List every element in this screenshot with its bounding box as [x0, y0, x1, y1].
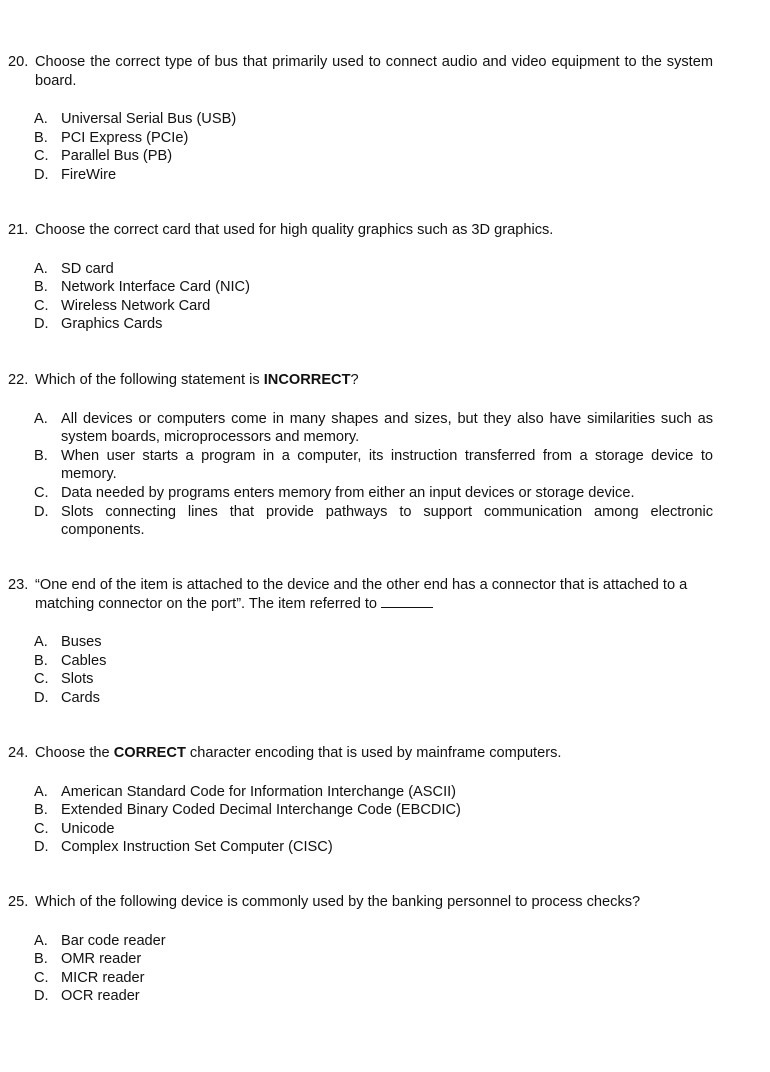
- option-d[interactable]: [34, 987, 713, 1006]
- question-25: [8, 893, 713, 1006]
- option-text: Graphics Cards: [61, 316, 163, 333]
- option-letter: C.: [34, 148, 49, 165]
- question-text: Choose the correct card that used for high quality graphics such as 3D graphics.: [35, 222, 554, 238]
- option-text: Data needed by programs enters memory from either an input devices or storage device.: [61, 484, 635, 501]
- option-a[interactable]: [34, 932, 713, 951]
- question-23: [8, 576, 713, 708]
- option-b[interactable]: [34, 801, 713, 820]
- option-a[interactable]: [34, 633, 713, 652]
- option-letter: C.: [34, 297, 49, 314]
- option-letter: C.: [34, 820, 49, 837]
- option-letter: A.: [34, 932, 48, 949]
- option-b[interactable]: [34, 447, 713, 484]
- option-text: OCR reader: [61, 988, 140, 1005]
- option-text: Extended Binary Coded Decimal Interchange Code (EBCDIC): [61, 802, 461, 819]
- option-text: Universal Serial Bus (USB): [61, 111, 237, 128]
- question-text-body: “One end of the item is attached to the device and the other end has a connector that is attached to a matching connector on the port”. The item referred to: [35, 577, 688, 612]
- option-d[interactable]: [34, 838, 713, 857]
- option-letter: B.: [34, 652, 48, 669]
- question-emphasis: INCORRECT: [263, 372, 351, 388]
- option-text: Unicode: [61, 820, 115, 837]
- option-text: Cables: [61, 652, 107, 669]
- option-letter: B.: [34, 951, 48, 968]
- option-letter: D.: [34, 988, 49, 1005]
- option-b[interactable]: [34, 950, 713, 969]
- option-text: Complex Instruction Set Computer (CISC): [61, 839, 333, 856]
- option-letter: B.: [34, 279, 48, 296]
- option-text: American Standard Code for Information Interchange (ASCII): [61, 783, 457, 800]
- option-text: SD card: [61, 260, 114, 277]
- option-a[interactable]: [34, 260, 713, 279]
- question-text-start: Which of the following statement is: [35, 372, 264, 388]
- answer-options: [8, 783, 713, 857]
- option-letter: B.: [34, 129, 48, 146]
- question-number: 21.: [8, 222, 29, 238]
- question-number: 20.: [8, 54, 29, 70]
- option-text: Buses: [61, 634, 102, 651]
- option-text: OMR reader: [61, 951, 142, 968]
- option-letter: B.: [34, 802, 48, 819]
- option-text: All devices or computers come in many shapes and sizes, but they also have similarities such as system boards, microprocessors and memory.: [61, 410, 713, 446]
- question-21: [8, 221, 713, 334]
- question-number: 23.: [8, 577, 29, 593]
- option-a[interactable]: [34, 110, 713, 129]
- answer-blank: [381, 595, 433, 608]
- answer-options: [8, 633, 713, 707]
- option-letter: A.: [34, 783, 48, 800]
- option-b[interactable]: [34, 129, 713, 148]
- option-c[interactable]: [34, 670, 713, 689]
- question-text-end: ?: [350, 372, 359, 388]
- option-letter: A.: [34, 260, 48, 277]
- question-24: [8, 744, 713, 857]
- option-text: Parallel Bus (PB): [61, 148, 173, 165]
- question-number: 25.: [8, 894, 29, 910]
- option-letter: B.: [34, 447, 48, 464]
- question-text: Choose the correct type of bus that primarily used to connect audio and video equipment to the system board.: [35, 54, 713, 89]
- answer-options: [8, 410, 713, 540]
- question-text: [35, 744, 713, 763]
- question-text-start: Choose the: [35, 745, 114, 761]
- question-text-end: character encoding that is used by mainframe computers.: [185, 745, 562, 761]
- question-text: [35, 576, 713, 613]
- option-text: FireWire: [61, 166, 117, 183]
- option-text: Network Interface Card (NIC): [61, 279, 250, 296]
- option-letter: D.: [34, 316, 49, 333]
- option-b[interactable]: [34, 652, 713, 671]
- option-letter: A.: [34, 410, 48, 427]
- option-letter: A.: [34, 634, 48, 651]
- option-c[interactable]: [34, 297, 713, 316]
- option-letter: D.: [34, 503, 49, 520]
- option-letter: C.: [34, 969, 49, 986]
- option-text: Slots connecting lines that provide pathways to support communication among electronic components.: [61, 503, 713, 539]
- option-text: When user starts a program in a computer, its instruction transferred from a storage device to memory.: [61, 447, 713, 483]
- option-d[interactable]: [34, 503, 713, 540]
- option-c[interactable]: [34, 484, 713, 503]
- option-d[interactable]: [34, 315, 713, 334]
- option-letter: C.: [34, 671, 49, 688]
- answer-options: [8, 110, 713, 184]
- answer-options: [8, 260, 713, 334]
- option-c[interactable]: [34, 147, 713, 166]
- option-a[interactable]: [34, 410, 713, 447]
- question-emphasis: CORRECT: [113, 745, 186, 761]
- option-c[interactable]: [34, 820, 713, 839]
- option-letter: C.: [34, 484, 49, 501]
- option-letter: D.: [34, 689, 49, 706]
- option-d[interactable]: [34, 689, 713, 708]
- option-letter: A.: [34, 111, 48, 128]
- option-text: Cards: [61, 689, 100, 706]
- option-d[interactable]: [34, 166, 713, 185]
- option-text: PCI Express (PCIe): [61, 129, 189, 146]
- option-text: Wireless Network Card: [61, 297, 211, 314]
- question-22: [8, 371, 713, 540]
- question-20: [8, 53, 713, 185]
- option-b[interactable]: [34, 278, 713, 297]
- question-text: Which of the following device is commonly used by the banking personnel to process checks?: [35, 894, 641, 910]
- option-c[interactable]: [34, 969, 713, 988]
- option-text: Slots: [61, 671, 94, 688]
- question-number: 22.: [8, 372, 29, 388]
- option-letter: D.: [34, 166, 49, 183]
- question-text: [35, 371, 713, 390]
- option-letter: D.: [34, 839, 49, 856]
- option-text: Bar code reader: [61, 932, 166, 949]
- option-text: MICR reader: [61, 969, 145, 986]
- answer-options: [8, 932, 713, 1006]
- question-number: 24.: [8, 745, 29, 761]
- option-a[interactable]: [34, 783, 713, 802]
